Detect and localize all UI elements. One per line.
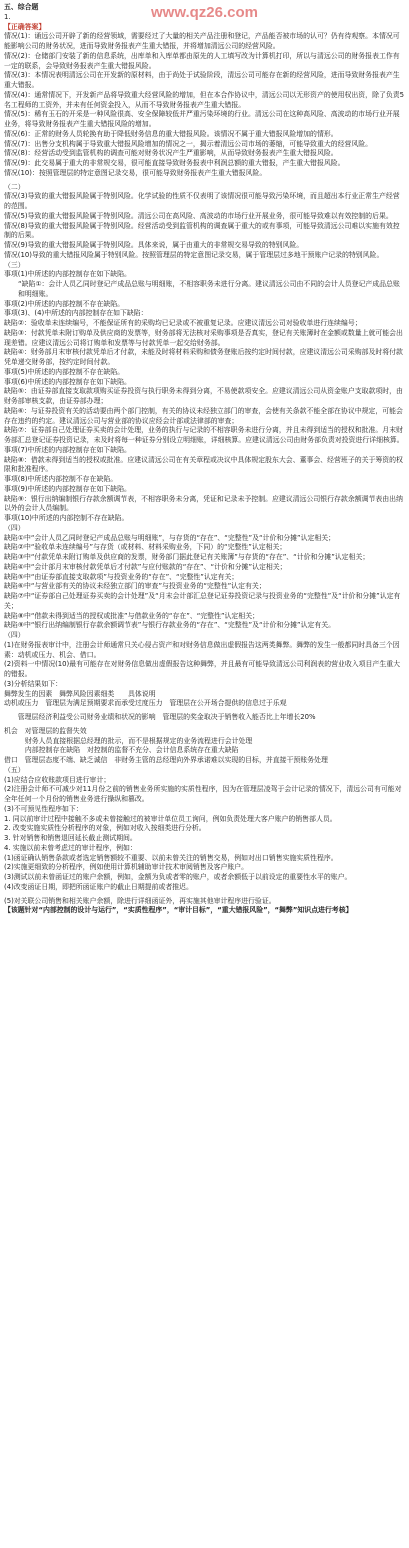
text-line: 缺陷④中“会计部月末审核付款凭单后才付款”与应付账款的“存在”、“计价和分摊”认定相关； xyxy=(4,562,287,571)
text-line: 缺陷⑥：与证券投资有关的活动要由两个部门控制，有关的协议未经独立部门的审查，会使有关条款不能全部在协议中规定，可能会存在违约的约定。建议清远公司与营业部的协议应经会计部或法律部的审查； xyxy=(4,406,403,425)
text-line: 缺陷⑥中“与营业部有关的协议未经独立部门的审查”与投资业务的“完整性”认定有关； xyxy=(4,582,266,591)
text-line: (2)资料一中情况(10)最有可能存在对财务信息做出虚假报告这种舞弊，并且最有可能导致清远公司利润表的营业收入项目产生重大的错报。 xyxy=(4,660,400,678)
text-line: 缺陷⑨：银行出纳编制银行存款余额调节表，不相容职务未分离，凭证和记录未予控制。应建议清远公司银行存款余额调节表由出纳以外的会计人员编制。 xyxy=(4,494,403,513)
text-line: (1)在财务报表审计中，注册会计师通常只关心侵占资产和对财务信息做出虚假报告这两类舞弊。舞弊的发生一般都同时具备三个因素：动机或压力、机会、借口。 xyxy=(4,640,400,659)
text-line: 事项(2)中所述的内部控制不存在缺陷。 xyxy=(4,299,125,308)
text-line: 情况(9)：此交易属于重大的非常规交易，很可能直接导致财务报表中利润总额的重大错报，产生重大错报风险。 xyxy=(4,159,345,167)
text-line: 情况(10)导致的重大错报风险属于特别风险。按照管理层的特定意图记录交易，属于管理层过多地干预账户记录的特别风险。 xyxy=(4,250,384,259)
text-line: 2. 改变实施实质性分析程序的对象，例如对收入按细类进行分析。 xyxy=(4,824,206,833)
text-line: 事项(10)中所述的内部控制不存在缺陷。 xyxy=(4,514,129,522)
text-line: 缺陷⑧：借款未得到适当的授权或批准。应建议清远公司在有关章程或决议中具体规定股东大会、董事会、经营班子的关于筹资的权限和批准程序。 xyxy=(4,455,403,474)
text-line: (1)函证确认销售条款或者选定销售额较不重要、以前未曾关注的销售交易，例如对出口销售实施实质性程序。 xyxy=(4,853,338,862)
text-line: 4. 实施以前未曾考虑过的审计程序，例如： xyxy=(4,843,137,852)
text-line: 缺陷②中“验收单未连续编号”与存货（或材料、材料采购业务，下同）的“完整性”认定相关； xyxy=(4,543,287,552)
text-line: 情况(10)：按照管理层的特定意图记录交易，很可能导致财务报表产生重大错报风险。 xyxy=(4,168,267,177)
text-line: 动机或压力 管理层为满足预期要求而承受过度压力 管理层在公开场合提供的信息过于乐观 xyxy=(4,699,287,708)
text-line: 情况(3)：本情况表明清远公司在开发新的原材料，由于尚处于试验阶段，清远公司可能存在新的经营风险，进而导致财务报表产生重大错报。 xyxy=(4,71,400,89)
text-line: 缺陷⑧中“借款未得到适当的授权或批准”与借款业务的“存在”、“完整性”认定相关； xyxy=(4,611,259,620)
text-line: 3. 针对销售和销售退回延长截止测试期间。 xyxy=(4,834,137,842)
text-line: (2)实施更细致的分析程序，例如使用计算机辅助审计技术审阅销售及客户账户。 xyxy=(4,863,249,872)
text-line: 缺陷③中“付款凭单未附订购单及供应商的发票，财务部门据此登记有关账簿”与存货的“存在”、“计价和分摊”认定相关； xyxy=(4,553,370,561)
text-line: (1)应结合应收账款项目进行审计； xyxy=(4,775,111,784)
text-line: 缺陷②：验收单未连续编号，不能保证所有的采购均已记录或不被重复记录。应建议清远公司对验收单进行连续编号； xyxy=(4,319,362,327)
text-line: 事项(8)中所述内部控制不存在缺陷。 xyxy=(4,475,118,483)
text-line: 事项(7)中所述的内部控制存在如下缺陷。 xyxy=(4,445,131,454)
text-line: 情况(8)：经营活动受到监管机构的调查可能对财务状况产生严重影响，从而导致财务报表产生重大错报风险。 xyxy=(4,149,338,158)
answer-text xyxy=(4,3,405,916)
text-line: (4)改变函证日期，即把所函证账户的截止日期提前或者推迟。 xyxy=(4,882,193,891)
text-line: 财务人员直接根据总经理的批示，而不是根据规定的业务流程进行会计处理 xyxy=(18,736,253,745)
text-line: 管理层经济利益受公司财务业绩和状况的影响 管理层的奖金取决于销售收入能否比上年增长20% xyxy=(4,713,316,721)
text-line: 情况(9)导致的重大错报风险属于特别风险。具体来说，属于由重大的非常规交易导致的特别风险。 xyxy=(4,241,304,249)
text-line: 事项(1)中所述的内部控制存在如下缺陷。 xyxy=(4,270,131,279)
text-line: 事项(5)中所述的内部控制不存在缺陷。 xyxy=(4,367,125,376)
text-line: 机会 对管理层的监督失效 xyxy=(4,726,87,735)
text-line: 情况(2)：仓储部门安装了新的信息系统，出库单和入库单都由原先的人工填写改为计算机打印，所以与清远公司的财务报表工作有一定的联系，会导致财务报表产生重大错报风险。 xyxy=(4,51,400,70)
site-watermark: www.qz26.com xyxy=(151,4,258,21)
text-line: (3)分析结果如下： xyxy=(4,679,62,688)
text-line: 情况(4)：通常情况下，开发新产品将导致重大经营风险的增加，但在本合作协议中，清远公司以无形资产的使用权出资，除了负责5名工程师的工资外，并未有任何资金投入，从而不导致财务报表产生重大错报。 xyxy=(4,90,405,109)
text-line: 借口 管理层态度不端、缺乏诚信 非财务主管的总经理向外界承诺难以实现的目标，并直接干预账务处理 xyxy=(4,756,328,764)
text-line: 缺陷③：付款凭单未附订购单及供应商的发票等，财务部将无法核对采购事项是否真实，登记有关账簿时在金额或数量上就可能会出现差错。应建议清远公司将订购单和发票等与付款凭单一起交给财务部。 xyxy=(4,328,403,347)
text-line: 1. xyxy=(4,12,11,21)
text-line: 情况(5)：稀有玉石的开采是一种风险很高、安全保障较低并严重污染环境的行业。清远公司在这种高风险、高波动的市场行业开展业务，将导致财务报表产生重大错报风险的增加。 xyxy=(4,110,400,128)
text-line: 情况(3)导致的重大错报风险属于特别风险。化学试验的性质不仅表明了该情况很可能导致污染环境，而且超出本行业正常生产经营的范围。 xyxy=(4,192,400,210)
text-line: 情况(6)：正常的财务人员轮换有助于降低财务信息的重大错报风险。该情况不属于重大错报风险增加的情形。 xyxy=(4,129,338,138)
text-line: （五） xyxy=(4,765,25,774)
text-line: 事项(6)中所述的内部控制存在如下缺陷。 xyxy=(4,377,131,386)
text-line: 1. 同以前审计过程中接触不多或未曾接触过的被审计单位员工询问，例如负责处理大客户账户的销售部人员。 xyxy=(4,814,337,823)
text-line: 缺陷①中“会计人员乙同时登记产成品总账与明细账”，与存货的“存在”、“完整性”及“计价和分摊”认定相关； xyxy=(4,533,336,542)
section-heading: 【该题针对“内部控制的设计与运行”，“实质性程序”，“审计目标”，“重大错报风险”，“舞弊”知识点进行考核】 xyxy=(4,906,353,915)
text-line: 舞弊发生的因素 舞弊风险因素细类 具体说明 xyxy=(4,689,156,698)
text-line: 缺陷⑨中“银行出纳编制银行存款余额调节表”与银行存款业务的“存在”、“完整性”及“计价和分摊”认定有关。 xyxy=(4,621,336,630)
text-line: （四） xyxy=(4,523,25,532)
text-line: （四） xyxy=(4,631,25,639)
text-line: 缺陷④：财务部月末审核付款凭单后才付款，未能及时将材料采购和债务登账后按约定时间付款，应建议清远公司采购部及时将付款凭单递交财务部，按约定时间付款。 xyxy=(4,348,403,366)
section-heading: 五、综合题 xyxy=(4,3,39,11)
text-line: 事项(9)中所述的内部控制存在如下缺陷。 xyxy=(4,484,131,493)
text-line: 情况(7)：出售分支机构属于导致重大错报风险增加的情况之一，揭示着清远公司市场的萎缩，可能导致重大的经营风险。 xyxy=(4,139,373,148)
text-line: (2)注册会计师不可减少对11月份之前的销售业务所实施的实质性程序，因为在管理层凌驾于会计记录的情况下，清远公司有可能对全年任何一个月份的销售业务进行操纵和篡改。 xyxy=(4,785,402,803)
text-line: （二） xyxy=(4,182,25,191)
text-line: 情况(5)导致的重大错报风险属于特别风险。清远公司在高风险、高波动的市场行业开展业务，很可能导致难以有效控制的后果。 xyxy=(4,211,393,220)
text-line: 缺陷⑦中“证券部自己处理证券买卖的会计处理”及“月末会计部汇总登记证券投资记录与投资业务的“完整性”及“计价和分摊”认定有关； xyxy=(4,592,401,610)
section-heading: 【正确答案】 xyxy=(4,22,46,31)
text-line: 缺陷⑤：由证券部直接支取款项购买证券投资与执行职务未得到分离，不易使款项安全。应建议清远公司从资金账户支取款项时，由财务部审核支款，由证券部办理； xyxy=(4,387,403,405)
text-line: 情况(8)导致的重大错报风险属于特别风险。经营活动受到监管机构的调查属于重大的或有事项，可能导致清远公司难以实施有效控制的后果。 xyxy=(4,221,400,240)
text-line: （三） xyxy=(4,260,25,269)
text-line: (3)不可预见性程序如下： xyxy=(4,804,83,813)
text-line: 缺陷⑤中“由证券部直接支取款项”与投资业务的“存在”、“完整性”认定有关； xyxy=(4,572,239,581)
text-line: (3)测试以前未曾函证过的账户余额，例如，金额为负或者零的账户，或者余额低于以前设定的重要性水平的账户。 xyxy=(4,873,352,881)
text-line: (5)对关联公司销售和相关账户余额，除进行详细函证外，再实施其他审计程序进行验证。 xyxy=(4,896,276,905)
text-line: 内部控制存在缺陷 对控制的监督不充分、会计信息系统存在重大缺陷 xyxy=(18,746,239,755)
text-line: 缺陷⑦：证券部自己处理证券买卖的会计处理，业务的执行与记录的不相容职务未进行分离，并且未得到适当的授权和批准。月末财务部汇总登记证券投资记录，未及时将每一种证券分别设立明细账，详细核算。应建议清远公司由财务部负责对投资进行详细核算。 xyxy=(4,426,404,444)
text-line: “缺陷①：会计人员乙同时登记产成品总账与明细账，不相容职务未进行分离。建议清远公司由不同的会计人员登记产成品总账和明细账。 xyxy=(18,280,400,298)
text-line: 事项(3)、(4)中所述的内部控制存在如下缺陷： xyxy=(4,309,148,318)
text-line: 情况(1)：诵远公司开辟了新的经营领域，需要经过了大量的相关产品注册和登记，产品能否被市场的认可？仍有待观察。本情况可能影响公司的财务状况，进而导致财务报表产生重大错报，并将增加清远公司的经营风险。 xyxy=(4,32,400,50)
